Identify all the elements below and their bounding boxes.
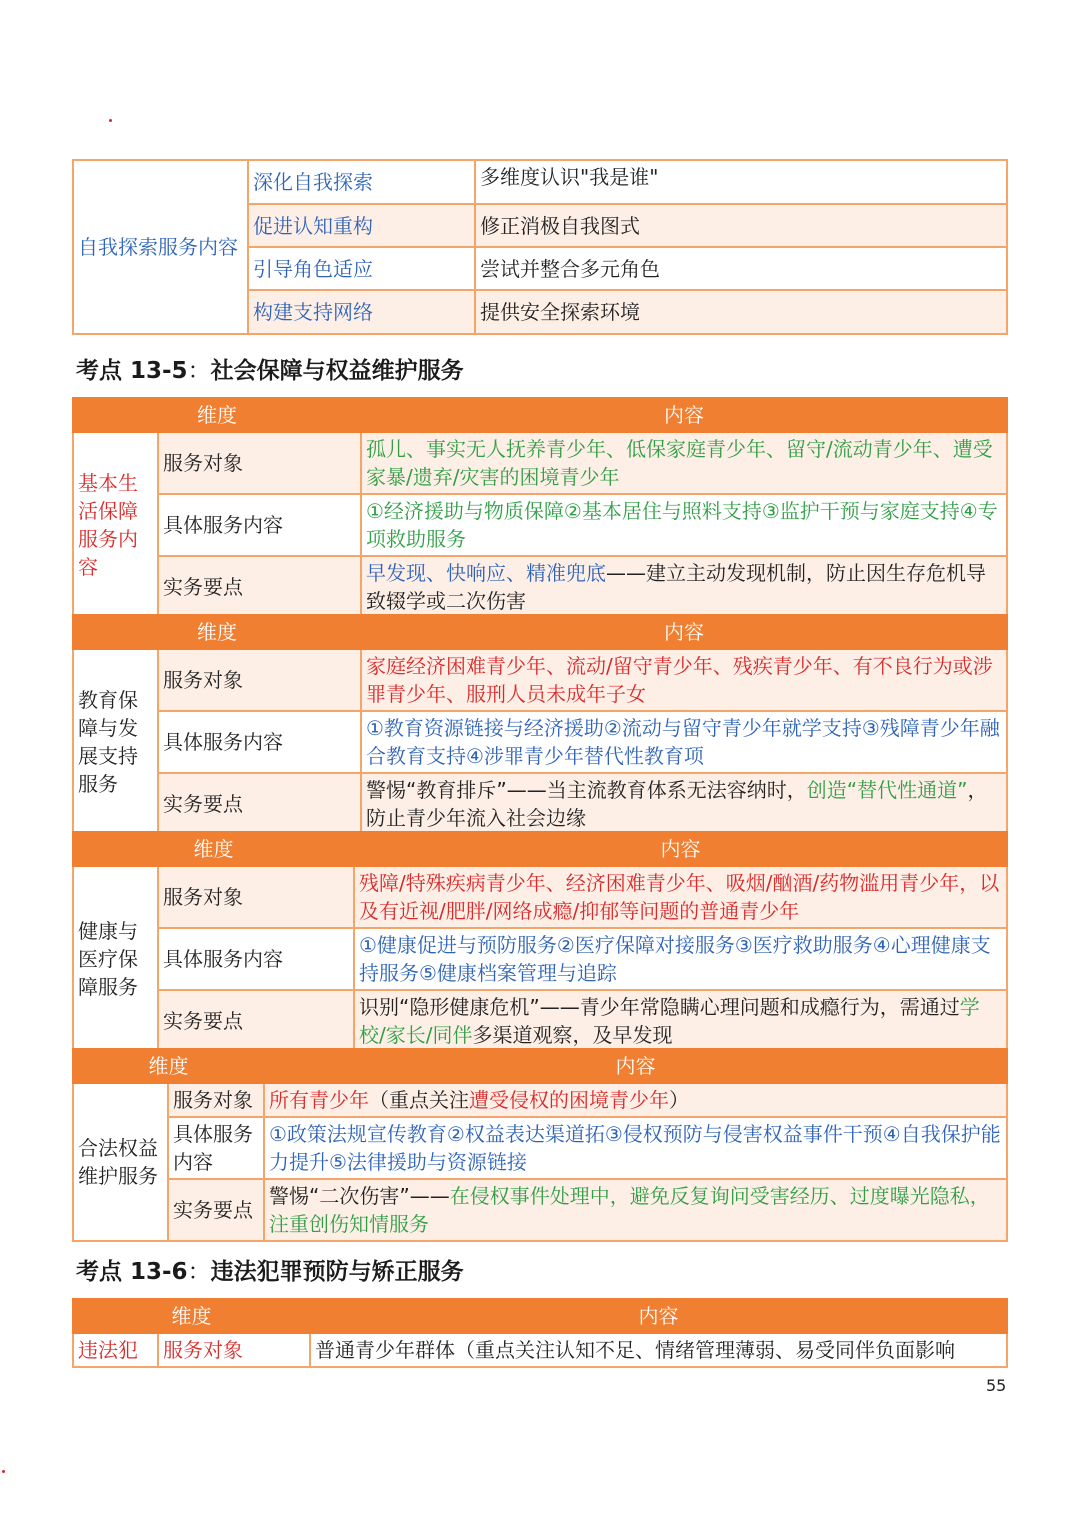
block-title: 基本生活保障服务内容 bbox=[73, 432, 158, 618]
row-content bbox=[361, 432, 1007, 494]
row-label: 具体服务内容 bbox=[158, 711, 361, 773]
content-part: ，防止青少年流入社会边缘 bbox=[366, 778, 988, 830]
block-table bbox=[72, 397, 1008, 619]
content-part: 多渠道观察，及早发现 bbox=[472, 1023, 673, 1047]
content-part: ①政策法规宣传教育②权益表达渠道拓③侵权预防与侵害权益事件干预④自我保护能力提升⑤法律援助与资源链接 bbox=[269, 1122, 1001, 1174]
row-content bbox=[354, 928, 1007, 990]
row-label: 具体服务内容 bbox=[168, 1117, 264, 1179]
content-part: 所有青少年 bbox=[269, 1088, 369, 1112]
content-part: 创造“替代性通道” bbox=[806, 778, 968, 802]
row-label: 服务对象 bbox=[158, 1333, 310, 1367]
explore-table bbox=[72, 159, 1008, 335]
content-part: ①健康促进与预防服务②医疗保障对接服务③医疗救助服务④心理健康支持服务⑤健康档案管理与追踪 bbox=[359, 933, 991, 985]
explore-item: 引导角色适应 bbox=[248, 247, 475, 290]
explore-title: 自我探索服务内容 bbox=[73, 160, 248, 334]
row-content bbox=[354, 990, 1007, 1052]
header-content: 内容 bbox=[361, 398, 1007, 432]
row-label: 实务要点 bbox=[158, 990, 354, 1052]
row-content bbox=[361, 773, 1007, 835]
row-label: 服务对象 bbox=[158, 866, 354, 928]
explore-content: 尝试并整合多元角色 bbox=[475, 247, 1007, 290]
content-part: 识别“隐形健康危机”——青少年常隐瞒心理问题和成瘾行为，需通过 bbox=[359, 995, 960, 1019]
content-part: 警惕“教育排斥”——当主流教育体系无法容纳时， bbox=[366, 778, 807, 802]
explore-item: 深化自我探索 bbox=[248, 160, 475, 204]
explore-content: 多维度认识"我是谁" bbox=[475, 160, 1007, 204]
section-colon: ： bbox=[187, 358, 211, 384]
header-content: 内容 bbox=[354, 832, 1007, 866]
row-label: 实务要点 bbox=[158, 773, 361, 835]
content-part: 遭受侵权的困境青少年 bbox=[469, 1088, 669, 1112]
row-label: 具体服务内容 bbox=[158, 494, 361, 556]
content-part: 家庭经济困难青少年、流动/留守青少年、残疾青少年、有不良行为或涉罪青少年、服刑人员未成年子女 bbox=[366, 654, 993, 706]
decor-dot bbox=[109, 119, 112, 122]
explore-content: 修正消极自我图式 bbox=[475, 204, 1007, 247]
block-table bbox=[72, 614, 1008, 836]
explore-item: 构建支持网络 bbox=[248, 290, 475, 334]
header-content: 内容 bbox=[310, 1299, 1007, 1333]
row-content bbox=[361, 649, 1007, 711]
row-content bbox=[361, 556, 1007, 618]
header-content: 内容 bbox=[361, 615, 1007, 649]
content-part: 残障/特殊疾病青少年、经济困难青少年、吸烟/酗酒/药物滥用青少年，以及有近视/肥胖/网络成瘾/抑郁等问题的普通青少年 bbox=[359, 871, 1000, 923]
content-part: 孤儿、事实无人抚养青少年、低保家庭青少年、留守/流动青少年、遭受家暴/遗弃/灾害的困境青少年 bbox=[366, 437, 993, 489]
section-heading-13-6 bbox=[76, 1253, 464, 1286]
explore-content: 提供安全探索环境 bbox=[475, 290, 1007, 334]
header-dim: 维度 bbox=[73, 1049, 264, 1083]
content-part: ） bbox=[669, 1088, 689, 1112]
section-title: 违法犯罪预防与矫正服务 bbox=[210, 1259, 464, 1285]
section-heading-13-5 bbox=[76, 352, 464, 385]
row-label: 服务对象 bbox=[158, 649, 361, 711]
block-table bbox=[72, 831, 1008, 1053]
row-label: 具体服务内容 bbox=[158, 928, 354, 990]
section-title: 社会保障与权益维护服务 bbox=[210, 358, 464, 384]
row-content bbox=[264, 1117, 1007, 1179]
content-part: ①教育资源链接与经济援助②流动与留守青少年就学支持③残障青少年融合教育支持④涉罪青少年替代性教育项 bbox=[366, 716, 1000, 768]
header-dim: 维度 bbox=[73, 615, 361, 649]
row-content bbox=[361, 711, 1007, 773]
content-part: ①经济援助与物质保障②基本居住与照料支持③监护干预与家庭支持④专项救助服务 bbox=[366, 499, 998, 551]
header-dim: 维度 bbox=[73, 398, 361, 432]
row-label: 实务要点 bbox=[168, 1179, 264, 1241]
header-content: 内容 bbox=[264, 1049, 1007, 1083]
row-content: 普通青少年群体（重点关注认知不足、情绪管理薄弱、易受同伴负面影响 bbox=[310, 1333, 1007, 1367]
row-content bbox=[361, 494, 1007, 556]
content-part: 学校/家长/同伴 bbox=[359, 995, 980, 1047]
content-part: 警惕“二次伤害”—— bbox=[269, 1184, 450, 1208]
page-number: 55 bbox=[986, 1376, 1007, 1395]
header-dim: 维度 bbox=[73, 832, 354, 866]
row-content bbox=[354, 866, 1007, 928]
content-part: 早发现、快响应、精准兜底 bbox=[366, 561, 606, 585]
crime-title: 违法犯 bbox=[73, 1333, 158, 1367]
row-content bbox=[264, 1083, 1007, 1117]
explore-item: 促进认知重构 bbox=[248, 204, 475, 247]
row-label: 实务要点 bbox=[158, 556, 361, 618]
row-label: 服务对象 bbox=[158, 432, 361, 494]
block-title: 健康与医疗保障服务 bbox=[73, 866, 158, 1052]
decor-dot bbox=[2, 1470, 5, 1473]
section-colon: ： bbox=[187, 1259, 211, 1285]
row-content bbox=[264, 1179, 1007, 1241]
row-label: 服务对象 bbox=[168, 1083, 264, 1117]
content-part: （重点关注 bbox=[369, 1088, 469, 1112]
section-label: 考点 13-5 bbox=[76, 358, 188, 384]
block-table bbox=[72, 1048, 1008, 1242]
content-part: 在侵权事件处理中，避免反复询问受害经历、过度曝光隐私，注重创伤知情服务 bbox=[269, 1184, 990, 1236]
crime-table bbox=[72, 1298, 1008, 1368]
content-part: ——建立主动发现机制，防止因生存危机导致辍学或二次伤害 bbox=[366, 561, 986, 613]
block-title: 合法权益维护服务 bbox=[73, 1083, 168, 1241]
header-dim: 维度 bbox=[73, 1299, 310, 1333]
section-label: 考点 13-6 bbox=[76, 1259, 188, 1285]
block-title: 教育保障与发展支持服务 bbox=[73, 649, 158, 835]
